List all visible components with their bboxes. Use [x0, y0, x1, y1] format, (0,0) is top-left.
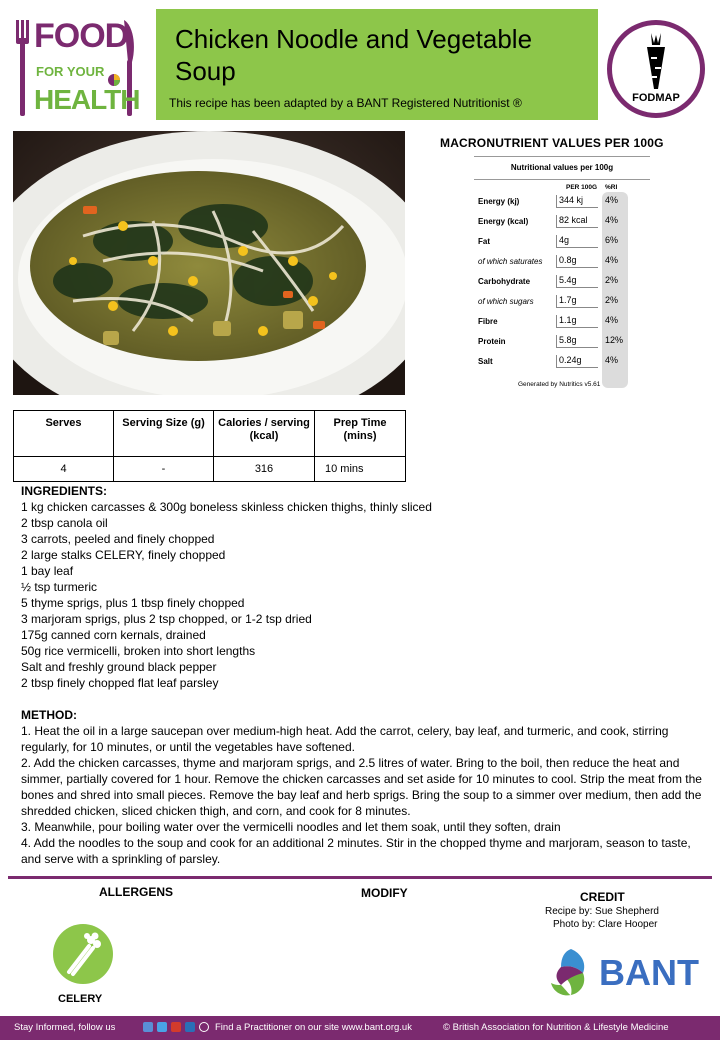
nutrient-value: 0.24g: [556, 355, 598, 368]
nutrient-ri: 2%: [605, 275, 619, 285]
prep-time-header: Prep Time (mins): [315, 411, 406, 457]
photo-by: Photo by: Clare Hooper: [553, 919, 658, 930]
ingredient-item: 5 thyme sprigs, plus 1 tbsp finely chopped: [21, 596, 245, 610]
ingredients-heading: INGREDIENTS:: [21, 484, 108, 498]
per100-column-label: PER 100G: [566, 184, 598, 191]
ingredient-item: Salt and freshly ground black pepper: [21, 660, 217, 674]
bant-logo-text: BANT: [599, 952, 699, 993]
nutrient-value: 4g: [556, 235, 598, 248]
nutrient-value: 5.8g: [556, 335, 598, 348]
nutrient-name: Fibre: [478, 317, 498, 326]
serves-value: 4: [14, 457, 114, 482]
allergens-heading: ALLERGENS: [99, 885, 174, 899]
prep-time-value: 10 mins: [315, 457, 406, 482]
method-step: 2. Add the chicken carcasses, thyme and marjoram sprigs, and 2.5 litres of water. Bring to the boil, then reduce the heat and simmer, partially covered for 1 hour. Remove the chicken carcasses and set aside for 10 minutes to cool. Strip the meat from the bones and shred into small pieces. Remove the bay leaf and herb sprigs. Bring the soup to a simmer over medium, then add the shredded chicken, sliced chicken thigh, and corn, and cook for 8 minutes.: [21, 756, 702, 818]
nutrition-row: [474, 332, 650, 352]
footer-copyright: © British Association for Nutrition & Lifestyle Medicine: [443, 1022, 669, 1033]
nutrient-ri: 4%: [605, 255, 619, 265]
fodmap-label: FODMAP: [632, 92, 680, 104]
celery-icon: [53, 924, 113, 984]
fodmap-badge: [607, 20, 705, 118]
footer-bar: [0, 1016, 720, 1040]
serves-header: Serves: [14, 411, 114, 457]
allergen-celery-label: CELERY: [58, 993, 103, 1005]
nutrition-row: [474, 292, 650, 312]
bant-logo: [547, 945, 707, 1001]
method-step: 3. Meanwhile, pour boiling water over the vermicelli noodles and let them soak, until they soften, drain: [21, 820, 561, 834]
nutrition-header: Nutritional values per 100g: [474, 156, 650, 180]
nutrient-value: 5.4g: [556, 275, 598, 288]
nutrient-name: of which saturates: [478, 257, 543, 266]
footer-practitioner-link[interactable]: Find a Practitioner on our site www.bant.org.uk: [215, 1022, 412, 1033]
nutrient-ri: 12%: [605, 335, 624, 345]
nutrient-ri: 4%: [605, 315, 619, 325]
nutrition-row: [474, 232, 650, 252]
logo-health-text: HEALTH: [34, 84, 140, 115]
serving-size-value: -: [114, 457, 214, 482]
nutrient-name: Carbohydrate: [478, 277, 531, 286]
nutrient-name: Energy (kcal): [478, 217, 529, 226]
nutrition-row: [474, 272, 650, 292]
title-banner: [156, 9, 598, 120]
nutrient-name: Salt: [478, 357, 493, 366]
nutrition-panel: [474, 156, 650, 386]
nutrient-ri: 4%: [605, 215, 619, 225]
nutritics-credit: Generated by Nutritics v5.61: [518, 381, 601, 388]
recipe-photo: [13, 131, 405, 395]
ingredient-item: 50g rice vermicelli, broken into short lengths: [21, 644, 256, 658]
nutrient-name: of which sugars: [478, 297, 534, 306]
ingredient-item: 2 tbsp canola oil: [21, 516, 108, 530]
ingredient-item: 1 kg chicken carcasses & 300g boneless skinless chicken thighs, thinly sliced: [21, 500, 432, 514]
serving-size-header: Serving Size (g): [114, 411, 214, 457]
method-step: 4. Add the noodles to the soup and cook for an additional 2 minutes. Stir in the chopped thyme and marjoram, season to taste, and serve with a sprinkling of parsley.: [21, 836, 691, 866]
section-divider: [8, 876, 712, 879]
ingredient-item: 2 large stalks CELERY, finely chopped: [21, 548, 226, 562]
nutrient-value: 82 kcal: [556, 215, 598, 228]
logo-for-your-text: FOR YOUR: [36, 64, 105, 79]
instagram-icon[interactable]: [199, 1022, 209, 1032]
recipe-by: Recipe by: Sue Shepherd: [545, 906, 659, 917]
macronutrient-title: MACRONUTRIENT VALUES PER 100G: [440, 136, 664, 150]
nutrition-row: [474, 252, 650, 272]
logo-food-text: FOOD: [34, 17, 129, 55]
nutrient-name: Energy (kj): [478, 197, 520, 206]
nutrition-row: [474, 352, 650, 372]
ingredient-item: 175g canned corn kernals, drained: [21, 628, 206, 642]
nutrient-ri: 6%: [605, 235, 619, 245]
serving-table: [13, 410, 406, 482]
nutrient-value: 0.8g: [556, 255, 598, 268]
nutrient-value: 344 kj: [556, 195, 598, 208]
recipe-title: Chicken Noodle and Vegetable Soup: [175, 24, 533, 86]
recipe-body: [21, 483, 711, 867]
calories-header: Calories / serving (kcal): [214, 411, 315, 457]
nutrient-ri: 4%: [605, 195, 619, 205]
facebook-icon[interactable]: [143, 1022, 153, 1032]
food-for-your-health-logo: [14, 18, 142, 120]
recipe-subtitle: This recipe has been adapted by a BANT Registered Nutritionist ®: [169, 96, 522, 110]
nutrient-name: Fat: [478, 237, 490, 246]
ingredient-item: 1 bay leaf: [21, 564, 74, 578]
ingredient-item: 3 carrots, peeled and finely chopped: [21, 532, 215, 546]
ri-column-label: %RI: [605, 184, 618, 191]
nutrient-value: 1.1g: [556, 315, 598, 328]
ingredient-item: ½ tsp turmeric: [21, 580, 98, 594]
nutrition-row: [474, 212, 650, 232]
carrot-icon: [645, 33, 667, 91]
linkedin-icon[interactable]: [185, 1022, 195, 1032]
method-heading: METHOD:: [21, 708, 77, 722]
footer-follow: Stay Informed, follow us: [14, 1022, 116, 1033]
nutrient-ri: 4%: [605, 355, 619, 365]
ingredient-item: 2 tbsp finely chopped flat leaf parsley: [21, 676, 219, 690]
method-step: 1. Heat the oil in a large saucepan over medium-high heat. Add the carrot, celery, bay leaf, and turmeric, and cook, stirring regularly, for 10 minutes, or until the vegetables have softened.: [21, 724, 669, 754]
youtube-icon[interactable]: [171, 1022, 181, 1032]
credit-heading: CREDIT: [580, 890, 625, 904]
ingredient-item: 3 marjoram sprigs, plus 2 tsp chopped, or 1-2 tsp dried: [21, 612, 312, 626]
nutrition-row: [474, 192, 650, 212]
nutrition-row: [474, 312, 650, 332]
modify-heading: MODIFY: [361, 886, 408, 900]
calories-value: 316: [214, 457, 315, 482]
nutrient-value: 1.7g: [556, 295, 598, 308]
nutrient-ri: 2%: [605, 295, 619, 305]
nutrient-name: Protein: [478, 337, 506, 346]
twitter-icon[interactable]: [157, 1022, 167, 1032]
